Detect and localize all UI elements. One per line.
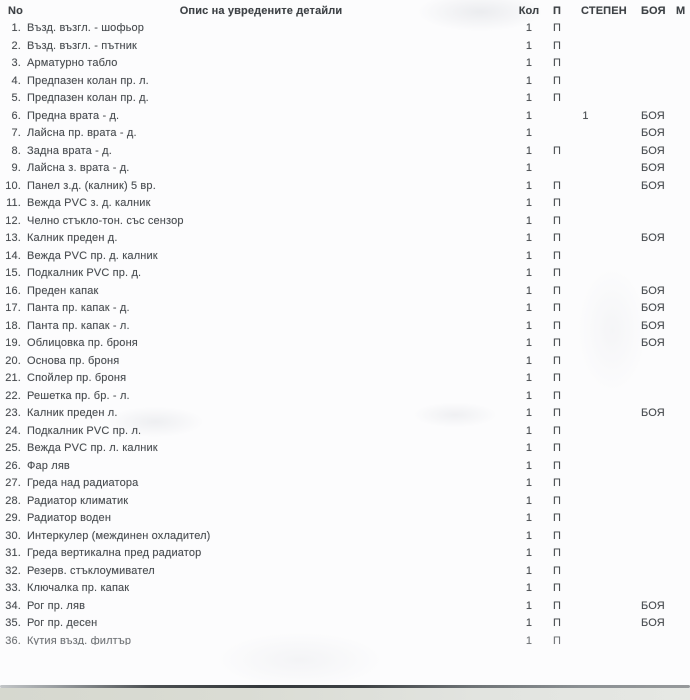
row-number: 9. <box>11 162 21 174</box>
table-row <box>0 300 690 318</box>
row-number: 20. <box>5 354 21 367</box>
scan-background-band <box>0 688 690 700</box>
row-p-mark: П <box>552 179 562 192</box>
row-p-mark: П <box>552 197 562 209</box>
row-description: Резерв. стъклоумивател <box>27 564 155 577</box>
row-quantity: 1 <box>525 529 533 542</box>
row-p-mark: П <box>552 249 562 262</box>
row-description: Кутия възд. филтър <box>27 634 132 645</box>
row-number: 23. <box>5 407 21 419</box>
row-degree <box>579 423 592 441</box>
row-degree <box>579 160 592 178</box>
row-number: 32. <box>5 564 21 577</box>
row-number: 10. <box>5 179 21 192</box>
table-row <box>0 405 690 423</box>
row-degree <box>579 38 592 56</box>
row-degree <box>579 510 592 528</box>
row-description: Арматурно табло <box>27 57 118 69</box>
row-p-mark: П <box>552 57 562 69</box>
row-number: 4. <box>11 74 21 87</box>
row-number: 27. <box>5 477 21 489</box>
row-degree <box>579 318 592 336</box>
row-paint: БОЯ <box>641 407 665 419</box>
row-degree <box>579 20 592 38</box>
row-number: 15. <box>5 267 21 279</box>
row-paint <box>641 265 675 283</box>
row-paint <box>641 563 675 581</box>
row-paint: БОЯ <box>641 337 665 349</box>
row-paint <box>641 353 675 371</box>
row-degree: 1 <box>582 109 589 122</box>
row-quantity: 1 <box>525 22 533 34</box>
row-paint: БОЯ <box>641 127 665 139</box>
row-degree <box>579 633 592 646</box>
row-description: Вежда PVC пр. л. калник <box>27 442 158 454</box>
table-row <box>0 73 690 91</box>
row-paint <box>641 545 675 563</box>
header-degree: СТЕПЕН <box>581 5 627 17</box>
row-p-mark: П <box>552 407 562 419</box>
row-degree <box>579 563 592 581</box>
row-description: Рог пр. ляв <box>27 599 86 612</box>
row-number: 21. <box>5 372 21 384</box>
row-quantity: 1 <box>525 477 533 489</box>
row-number: 19. <box>5 337 21 349</box>
table-row <box>0 38 690 56</box>
row-description: Основа пр. броня <box>27 354 120 367</box>
table-row <box>0 475 690 493</box>
row-number: 2. <box>11 39 21 52</box>
row-degree <box>579 458 592 476</box>
row-number: 14. <box>5 249 21 262</box>
row-number: 11. <box>6 197 21 209</box>
row-degree <box>579 213 592 231</box>
row-paint <box>641 20 675 38</box>
row-number: 24. <box>5 424 21 437</box>
row-description: Предпазен колан пр. л. <box>27 74 149 87</box>
row-p-mark: П <box>552 424 562 437</box>
row-quantity: 1 <box>525 249 533 262</box>
row-degree <box>579 615 592 633</box>
row-degree <box>579 475 592 493</box>
row-description: Вежда PVC пр. д. калник <box>27 249 158 262</box>
row-number: 13. <box>5 232 21 244</box>
row-quantity: 1 <box>525 302 533 314</box>
row-description: Лайсна з. врата - д. <box>27 162 130 174</box>
row-number: 17. <box>5 302 21 314</box>
table-row <box>0 615 690 633</box>
row-p-mark: П <box>552 529 562 542</box>
row-paint <box>641 440 675 458</box>
table-row <box>0 230 690 248</box>
row-paint <box>641 388 675 406</box>
row-paint: БОЯ <box>641 617 665 629</box>
row-paint <box>641 510 675 528</box>
row-description: Радиатор воден <box>27 512 112 524</box>
row-number: 5. <box>11 92 21 104</box>
row-degree <box>579 178 592 196</box>
row-degree <box>579 580 592 598</box>
row-number: 18. <box>5 319 21 332</box>
row-paint <box>641 633 675 646</box>
row-paint: БОЯ <box>641 319 665 332</box>
row-p-mark: П <box>552 477 562 489</box>
row-description: Лайсна пр. врата - д. <box>27 127 137 139</box>
table-row <box>0 265 690 283</box>
row-p-mark: П <box>552 372 562 384</box>
row-p-mark <box>546 108 568 126</box>
row-degree <box>579 388 592 406</box>
row-paint <box>641 248 675 266</box>
row-description: Панта пр. капак - л. <box>27 319 130 332</box>
row-description: Рог пр. десен <box>27 617 98 629</box>
table-row <box>0 90 690 108</box>
header-no: No <box>8 5 23 17</box>
row-quantity: 1 <box>525 39 533 52</box>
row-quantity: 1 <box>525 319 533 332</box>
row-degree <box>579 300 592 318</box>
table-row <box>0 545 690 563</box>
row-paint <box>641 90 675 108</box>
row-p-mark: П <box>552 617 562 629</box>
row-degree <box>579 440 592 458</box>
row-number: 7. <box>11 127 21 139</box>
row-quantity: 1 <box>525 407 533 419</box>
row-number: 34. <box>5 599 21 612</box>
row-quantity: 1 <box>525 197 533 209</box>
row-description: Радиатор климатик <box>27 494 129 507</box>
row-degree <box>579 73 592 91</box>
row-number: 25. <box>5 442 21 454</box>
table-row <box>0 213 690 231</box>
row-quantity: 1 <box>525 354 533 367</box>
row-quantity: 1 <box>525 582 533 594</box>
row-degree <box>579 90 592 108</box>
row-degree <box>579 125 592 143</box>
table-row <box>0 388 690 406</box>
table-row <box>0 633 690 646</box>
row-paint <box>641 528 675 546</box>
row-p-mark: П <box>552 302 562 314</box>
row-quantity: 1 <box>525 494 533 507</box>
row-p-mark: П <box>552 389 562 402</box>
row-degree <box>579 195 592 213</box>
row-description: Греда над радиатора <box>27 477 139 489</box>
table-row <box>0 563 690 581</box>
row-number: 26. <box>5 459 21 472</box>
row-number: 35. <box>5 617 21 629</box>
row-p-mark: П <box>552 494 562 507</box>
row-paint: БОЯ <box>641 179 665 192</box>
row-description: Предпазен колан пр. д. <box>27 92 149 104</box>
row-p-mark: П <box>552 92 562 104</box>
row-p-mark: П <box>552 214 562 227</box>
row-degree <box>579 353 592 371</box>
row-p-mark: П <box>552 459 562 472</box>
row-quantity: 1 <box>525 634 533 645</box>
row-quantity: 1 <box>525 372 533 384</box>
table-row <box>0 353 690 371</box>
row-description: Облицовка пр. броня <box>27 337 138 349</box>
row-quantity: 1 <box>525 442 533 454</box>
table-row <box>0 195 690 213</box>
row-quantity: 1 <box>525 599 533 612</box>
row-quantity: 1 <box>525 389 533 402</box>
row-description: Подкалник PVC пр. д. <box>27 267 142 279</box>
row-description: Панел з.д. (калник) 5 вр. <box>27 179 156 192</box>
row-description: Преден капак <box>27 284 99 297</box>
row-description: Задна врата - д. <box>27 144 112 157</box>
row-description: Ключалка пр. капак <box>27 582 130 594</box>
row-p-mark: П <box>552 232 562 244</box>
row-paint: БОЯ <box>641 302 665 314</box>
row-paint <box>641 493 675 511</box>
row-quantity: 1 <box>525 459 533 472</box>
row-p-mark: П <box>552 319 562 332</box>
row-degree <box>579 283 592 301</box>
table-row <box>0 283 690 301</box>
row-paint: БОЯ <box>641 162 665 174</box>
row-description: Възд. възгл. - пътник <box>27 39 138 52</box>
table-row <box>0 598 690 616</box>
row-description: Фар ляв <box>27 459 70 472</box>
row-paint <box>641 213 675 231</box>
row-description: Възд. възгл. - шофьор <box>27 22 145 34</box>
row-number: 33. <box>5 582 21 594</box>
row-degree <box>579 528 592 546</box>
row-paint <box>641 458 675 476</box>
row-description: Предна врата - д. <box>27 109 120 122</box>
row-number: 22. <box>5 389 21 402</box>
row-number: 16. <box>5 284 21 297</box>
row-p-mark: П <box>552 354 562 367</box>
table-row <box>0 248 690 266</box>
row-quantity: 1 <box>525 144 533 157</box>
row-p-mark <box>546 160 568 178</box>
row-quantity: 1 <box>525 92 533 104</box>
table-row <box>0 20 690 38</box>
row-quantity: 1 <box>525 267 533 279</box>
row-description: Панта пр. капак - д. <box>27 302 130 314</box>
table-row <box>0 580 690 598</box>
table-row <box>0 458 690 476</box>
row-quantity: 1 <box>525 547 533 559</box>
row-description: Калник преден л. <box>27 407 118 419</box>
table-row <box>0 178 690 196</box>
row-description: Решетка пр. бр. - л. <box>27 389 130 402</box>
row-quantity: 1 <box>525 284 533 297</box>
row-description: Челно стъкло-тон. със сензор <box>27 214 184 227</box>
table-row <box>0 108 690 126</box>
table-row <box>0 318 690 336</box>
row-p-mark: П <box>552 284 562 297</box>
row-number: 31. <box>5 547 21 559</box>
row-quantity: 1 <box>525 162 533 174</box>
row-quantity: 1 <box>525 232 533 244</box>
row-paint <box>641 55 675 73</box>
row-degree <box>579 143 592 161</box>
row-p-mark: П <box>552 74 562 87</box>
row-degree <box>579 370 592 388</box>
table-row <box>0 55 690 73</box>
row-p-mark: П <box>552 267 562 279</box>
row-number: 1. <box>11 22 21 34</box>
row-number: 36. <box>5 634 21 645</box>
table-row <box>0 528 690 546</box>
row-p-mark: П <box>552 442 562 454</box>
row-quantity: 1 <box>525 214 533 227</box>
row-paint <box>641 580 675 598</box>
row-degree <box>579 598 592 616</box>
row-description: Спойлер пр. броня <box>27 372 127 384</box>
row-description: Калник преден д. <box>27 232 118 244</box>
row-p-mark: П <box>552 599 562 612</box>
row-degree <box>579 265 592 283</box>
row-degree <box>579 248 592 266</box>
row-paint: БОЯ <box>641 599 665 612</box>
row-p-mark: П <box>552 144 562 157</box>
row-quantity: 1 <box>525 617 533 629</box>
row-degree <box>579 545 592 563</box>
table-row <box>0 423 690 441</box>
table-row <box>0 143 690 161</box>
row-quantity: 1 <box>525 57 533 69</box>
row-paint <box>641 73 675 91</box>
row-description: Вежда PVC з. д. калник <box>27 197 151 209</box>
row-number: 30. <box>5 529 21 542</box>
row-number: 8. <box>11 144 21 157</box>
row-quantity: 1 <box>525 512 533 524</box>
row-quantity: 1 <box>525 127 533 139</box>
row-p-mark: П <box>552 39 562 52</box>
row-description: Подкалник PVC пр. л. <box>27 424 142 437</box>
row-degree <box>579 230 592 248</box>
row-p-mark: П <box>552 22 562 34</box>
row-p-mark: П <box>552 582 562 594</box>
table-row <box>0 493 690 511</box>
row-paint <box>641 423 675 441</box>
row-p-mark: П <box>552 564 562 577</box>
row-quantity: 1 <box>525 424 533 437</box>
row-paint: БОЯ <box>641 284 665 297</box>
row-paint <box>641 475 675 493</box>
row-quantity: 1 <box>525 179 533 192</box>
row-paint <box>641 38 675 56</box>
header-p: П <box>552 5 562 17</box>
row-paint: БОЯ <box>641 109 665 122</box>
row-quantity: 1 <box>525 564 533 577</box>
table-row <box>0 440 690 458</box>
row-quantity: 1 <box>525 337 533 349</box>
table-rows <box>0 20 690 645</box>
table-row <box>0 125 690 143</box>
row-paint: БОЯ <box>641 232 665 244</box>
row-description: Греда вертикална пред радиатор <box>27 547 202 559</box>
row-paint <box>641 195 675 213</box>
row-degree <box>579 55 592 73</box>
header-description: Опис на увредените детайли <box>179 5 343 17</box>
row-paint <box>641 370 675 388</box>
table-header <box>0 3 690 19</box>
row-description: Интеркулер (междинен охладител) <box>27 529 211 542</box>
header-quantity: Кол <box>518 5 540 17</box>
row-quantity: 1 <box>525 109 533 122</box>
row-paint: БОЯ <box>641 144 665 157</box>
row-number: 12. <box>5 214 21 227</box>
row-quantity: 1 <box>525 74 533 87</box>
row-degree <box>579 493 592 511</box>
row-number: 29. <box>5 512 21 524</box>
row-p-mark: П <box>552 512 562 524</box>
table-row <box>0 510 690 528</box>
header-material: М <box>676 5 686 17</box>
row-p-mark: П <box>552 337 562 349</box>
row-p-mark: П <box>552 547 562 559</box>
row-number: 3. <box>11 57 21 69</box>
row-p-mark: П <box>552 634 562 645</box>
row-number: 6. <box>11 109 21 122</box>
row-degree <box>579 335 592 353</box>
header-paint: БОЯ <box>641 5 666 17</box>
row-degree <box>579 405 592 423</box>
table-row <box>0 160 690 178</box>
row-p-mark <box>546 125 568 143</box>
table-row <box>0 370 690 388</box>
table-row <box>0 335 690 353</box>
row-number: 28. <box>5 494 21 507</box>
